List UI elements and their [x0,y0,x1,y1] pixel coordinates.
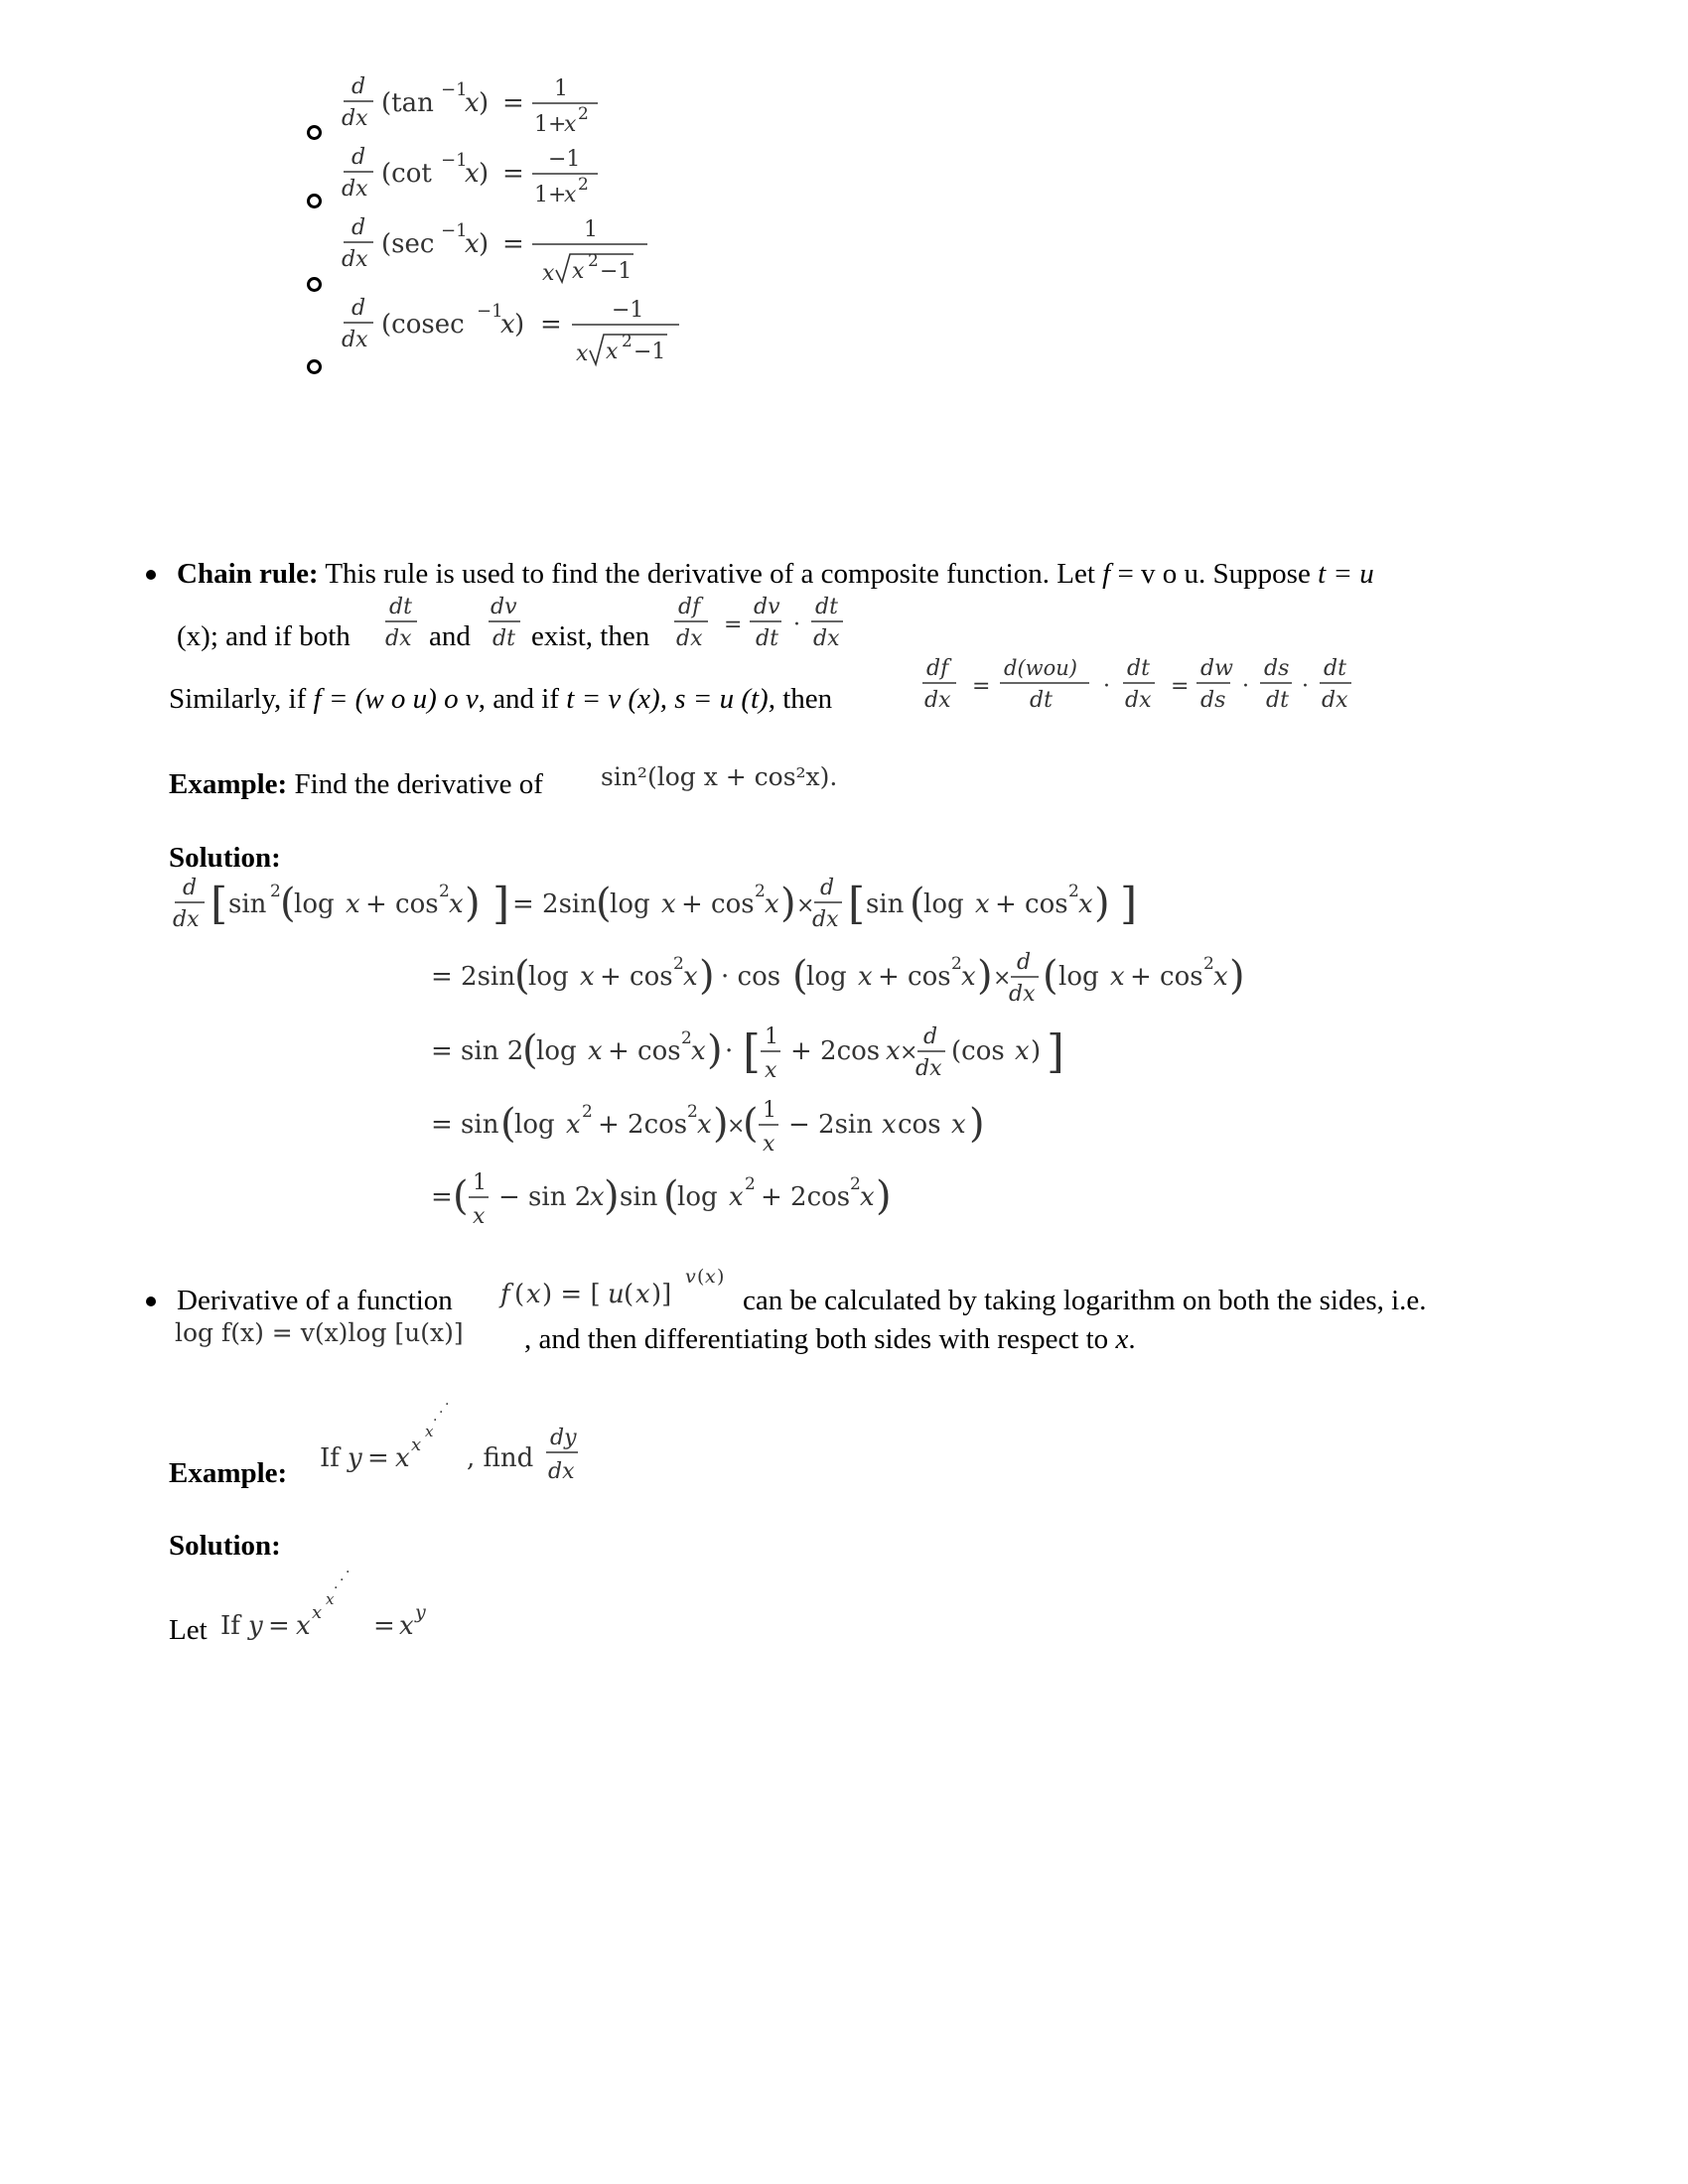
svg-text:+ 2cos: + 2cos [761,1182,851,1212]
svg-text:2: 2 [439,882,450,901]
example2-expr [316,1385,594,1494]
list-bullet-circle [307,125,322,140]
svg-text:(: ( [514,1280,525,1309]
svg-text:(cosec: (cosec [381,310,465,340]
example2-let: Let [169,1614,208,1646]
svg-text:= 2sin: = 2sin [512,889,597,919]
example1-text: Find the derivative of [294,768,543,800]
logdiff-text3-span: , and then differentiating both sides with respect to [524,1323,1109,1355]
svg-text:): ) [514,310,525,340]
svg-text:v: v [685,1266,696,1288]
svg-text:]: ] [1047,1024,1064,1078]
svg-text:dx: dx [342,328,368,352]
svg-text:2: 2 [1068,882,1079,901]
svg-text:(: ( [663,1173,679,1219]
svg-text:2: 2 [745,1174,756,1194]
svg-text:(sec: (sec [381,229,435,259]
svg-text:−1: −1 [441,79,468,100]
example2-label: Example: [169,1457,288,1489]
similarly-t: t = v (x), s = u (t), [566,683,775,715]
svg-text:−1: −1 [548,147,581,172]
svg-text:+ cos: + cos [365,889,439,919]
similarly-text: Similarly, if [169,683,307,715]
svg-text:=: = [972,674,991,699]
svg-text:x: x [425,1423,434,1440]
svg-text:1+: 1+ [534,183,567,207]
svg-text:): ) [479,159,490,189]
chain-rule-heading: Chain rule: [177,558,319,590]
svg-text:−1: −1 [633,340,666,364]
svg-text:+ cos: + cos [878,962,951,992]
svg-text:2: 2 [588,251,599,271]
svg-text:x: x [465,159,480,189]
list-bullet-circle [307,359,322,374]
solution1-step2 [427,943,1261,1013]
logdiff-text3 [524,1325,1136,1354]
svg-text:=: = [540,310,562,340]
svg-text:x: x [691,1036,706,1066]
svg-text:): ) [969,1101,985,1147]
svg-text:=: = [1171,674,1190,699]
svg-text:x: x [1078,889,1093,919]
svg-text:)]: )] [651,1280,672,1309]
svg-text:=: = [502,229,524,259]
svg-text:− sin 2: − sin 2 [498,1182,592,1212]
chain-rule-text: This rule is used to find the derivative of a composite function. Let [325,558,1095,590]
svg-text:cos: cos [898,1110,941,1140]
svg-text:log: log [294,889,335,919]
svg-text:dx: dx [924,688,951,713]
svg-text:dx: dx [813,626,840,651]
svg-text:= 2sin: = 2sin [431,962,515,992]
bullet-dot [146,1297,156,1306]
svg-text:2: 2 [582,1102,593,1122]
solution1-label: Solution: [169,842,281,874]
svg-text:y: y [415,1601,426,1623]
svg-text:(: ( [280,881,296,926]
list-bullet-circle [307,194,322,208]
svg-text:=: = [502,88,524,118]
svg-text:2: 2 [578,175,589,195]
svg-text:=: = [373,1611,395,1641]
similarly-f-expr: f = (w o u) o v [313,683,479,715]
svg-text:·: · [1302,674,1309,699]
bullet-dot [146,570,156,580]
formula-cosec-inverse [338,293,695,377]
chain-rule-line3 [169,685,832,714]
chain-rule-line1 [177,560,1374,589]
svg-text:(: ( [697,1266,705,1288]
svg-text:dt: dt [815,595,838,619]
logdiff-period: . [1128,1323,1136,1355]
example1-expr: sin²(log x + cos²x). [601,762,838,791]
svg-text:): ) [604,1173,620,1219]
svg-text:x: x [975,889,990,919]
svg-text:2: 2 [681,1028,692,1048]
svg-text:=: = [367,1443,389,1473]
svg-text:×: × [993,966,1012,991]
svg-text:1: 1 [554,76,568,101]
svg-text:(: ( [743,1101,759,1147]
svg-text:dy: dy [550,1426,577,1450]
logdiff-text1: Derivative of a function [177,1285,453,1316]
svg-text:u: u [608,1280,625,1309]
svg-text:x: x [729,1182,744,1212]
svg-text:x: x [1213,962,1228,992]
svg-text:): ) [717,1266,725,1288]
frac-dt-dx [381,594,421,655]
svg-text:log: log [536,1036,577,1066]
svg-text:2: 2 [755,882,766,901]
frac-dv-dt [485,594,524,655]
svg-text:x: x [572,259,585,284]
svg-text:): ) [479,229,490,259]
svg-text:(cot: (cot [381,159,432,189]
svg-text:(: ( [522,1027,538,1073]
chain-rule-eq: = v o u. Suppose [1117,558,1311,590]
svg-text:): ) [465,881,481,926]
svg-text:x: x [588,1036,603,1066]
svg-text:dx: dx [173,907,200,932]
svg-text:+ cos: + cos [608,1036,681,1066]
svg-text:−1: −1 [441,220,468,241]
svg-text:dx: dx [548,1459,575,1484]
example2-let-expr [216,1561,455,1660]
svg-text:·: · [1242,674,1249,699]
svg-text:dx: dx [812,907,839,932]
svg-text:x: x [296,1611,311,1641]
chain-rule-line2-x: (x); and if both [177,620,351,652]
svg-text:x: x [858,962,873,992]
svg-text:dt: dt [1030,688,1053,713]
svg-text:sin: sin [228,889,267,919]
svg-text:log: log [677,1182,718,1212]
svg-text:·: · [445,1397,450,1413]
svg-text:, find: , find [467,1443,534,1473]
svg-text:ds: ds [1264,656,1290,681]
svg-text:×: × [727,1114,746,1139]
svg-text:sin: sin [866,889,905,919]
svg-text:x: x [526,1280,541,1309]
svg-text:+ 2cos: + 2cos [598,1110,688,1140]
example1-line [169,770,543,799]
svg-text:dx: dx [385,626,412,651]
svg-text:·: · [340,1572,345,1588]
svg-text:dv: dv [491,595,517,619]
svg-text:If: If [320,1443,340,1473]
svg-text:dt: dt [1324,656,1346,681]
svg-text:dt: dt [756,626,778,651]
svg-text:1: 1 [473,1170,487,1195]
svg-text:x: x [395,1443,410,1473]
svg-text:x: x [763,1132,775,1157]
svg-text:x: x [961,962,976,992]
svg-text:x: x [765,889,779,919]
similarly-mid: , and if [478,683,560,715]
svg-text:x: x [705,1266,716,1288]
svg-text:dx: dx [342,247,368,272]
svg-text:log: log [1058,962,1099,992]
svg-text:−1: −1 [441,150,468,171]
svg-text:·: · [439,1405,444,1421]
svg-text:·: · [793,613,800,637]
svg-text:dx: dx [1009,982,1036,1007]
svg-text:·: · [725,1036,734,1066]
svg-text:dt: dt [492,626,515,651]
svg-text:−1: −1 [600,259,633,284]
svg-text:d: d [923,1024,938,1049]
svg-text:x: x [473,1204,486,1229]
svg-text:1: 1 [765,1024,778,1049]
svg-text:f: f [500,1280,510,1309]
svg-text:x: x [951,1110,966,1140]
svg-text:[: [ [848,879,866,929]
svg-text:− 2sin: − 2sin [788,1110,873,1140]
svg-text:y: y [348,1443,362,1473]
svg-text:dt: dt [1266,688,1289,713]
svg-text:log: log [514,1110,555,1140]
svg-text:=: = [724,613,743,637]
svg-text:x: x [882,1110,897,1140]
svg-text:=: = [431,1182,453,1212]
chain-rule-t: t = u [1318,558,1374,590]
svg-text:1+: 1+ [534,112,567,137]
svg-text:+ cos: + cos [600,962,673,992]
svg-text:x: x [661,889,676,919]
svg-text:2: 2 [270,882,281,901]
svg-text:d: d [352,74,366,99]
svg-text:x: x [860,1182,875,1212]
logdiff-expr2: log f(x) = v(x)log [u(x)] [175,1318,464,1347]
svg-text:(: ( [514,953,530,999]
svg-text:log: log [528,962,569,992]
svg-text:x: x [346,889,360,919]
svg-text:(: ( [500,1101,516,1147]
svg-text:·: · [334,1580,339,1596]
similarly-then: then [782,683,833,715]
svg-text:sin: sin [620,1182,658,1212]
svg-text:): ) [876,1173,892,1219]
svg-text:·: · [433,1413,438,1429]
svg-text:dt: dt [389,595,412,619]
svg-text:· cos: · cos [721,962,781,992]
svg-text:df: df [678,595,701,619]
svg-text:·: · [346,1565,351,1580]
svg-text:+ cos: + cos [1130,962,1203,992]
svg-text:): ) [1031,1036,1042,1066]
svg-text:×: × [796,893,815,918]
svg-text:x: x [399,1611,414,1641]
svg-text:]: ] [492,879,510,929]
svg-text:+ cos: + cos [681,889,755,919]
formula-sec-inverse [338,212,655,292]
svg-text:dx: dx [342,177,368,202]
svg-text:dx: dx [676,626,703,651]
svg-text:+ 2cos: + 2cos [790,1036,881,1066]
svg-text:1: 1 [763,1098,776,1123]
svg-text:): ) [479,88,490,118]
formula-tan-inverse [338,71,616,151]
svg-text:(: ( [596,881,612,926]
logdiff-expr1 [496,1259,745,1318]
svg-text:): ) [707,1027,723,1073]
svg-text:x: x [326,1590,335,1608]
solution1-step5 [427,1161,943,1235]
svg-text:dx: dx [1125,688,1152,713]
svg-text:x: x [635,1280,650,1309]
svg-text:×: × [900,1040,918,1065]
formula-cot-inverse [338,142,616,221]
svg-text:log: log [610,889,650,919]
svg-text:): ) [1229,953,1245,999]
svg-text:d: d [352,215,366,240]
svg-text:x: x [606,340,619,364]
svg-text:): ) [713,1101,729,1147]
svg-text:[: [ [743,1024,761,1078]
svg-text:−1: −1 [612,298,644,323]
svg-text:2: 2 [622,332,633,351]
svg-text:2: 2 [578,104,589,124]
svg-text:x: x [564,112,577,137]
svg-text:dv: dv [754,595,780,619]
svg-text:) = [: ) = [ [542,1280,601,1309]
solution2-label: Solution: [169,1530,281,1562]
svg-text:x: x [500,310,515,340]
svg-text:d: d [352,296,366,321]
svg-text:d(wou): d(wou) [1004,656,1077,680]
svg-text:(: ( [910,881,925,926]
svg-text:x: x [564,183,577,207]
svg-text:2: 2 [673,954,684,974]
svg-text:(: ( [792,953,808,999]
logdiff-x: x [1115,1323,1129,1355]
svg-text:(: ( [453,1173,469,1219]
svg-text:=: = [268,1611,290,1641]
svg-text:x: x [886,1036,901,1066]
svg-text:): ) [780,881,796,926]
svg-text:d: d [1017,950,1032,975]
svg-text:dw: dw [1200,656,1233,681]
svg-text:): ) [977,953,993,999]
svg-text:log: log [806,962,847,992]
svg-text:x: x [449,889,464,919]
svg-text:x: x [697,1110,712,1140]
svg-text:d: d [820,876,835,900]
svg-text:(cos: (cos [951,1036,1005,1066]
svg-text:x: x [590,1182,605,1212]
svg-text:log: log [923,889,964,919]
svg-text:d: d [352,145,366,170]
svg-text:y: y [248,1611,263,1641]
svg-text:2: 2 [951,954,962,974]
example1-label: Example: [169,768,288,800]
svg-text:(: ( [624,1280,634,1309]
solution1-step1 [169,867,1142,936]
chain-rule-and: and [429,620,471,652]
svg-text:x: x [765,1058,777,1083]
svg-text:): ) [699,953,715,999]
svg-text:[: [ [211,879,228,929]
chain-rule-formula [670,594,849,655]
list-bullet-circle [307,277,322,292]
svg-text:dt: dt [1127,656,1150,681]
svg-text:If: If [220,1611,240,1641]
svg-text:): ) [1094,881,1110,926]
chain-rule-exist: exist, then [531,620,650,652]
svg-text:x: x [576,341,589,366]
svg-text:= sin: = sin [431,1110,499,1140]
svg-text:x: x [580,962,595,992]
svg-text:x: x [312,1602,323,1623]
svg-text:x: x [465,88,480,118]
chain-rule-extended-formula [918,655,1355,719]
svg-text:2: 2 [850,1174,861,1194]
svg-text:= sin 2: = sin 2 [431,1036,524,1066]
svg-text:]: ] [1120,879,1138,929]
svg-text:df: df [926,656,949,681]
svg-text:x: x [542,261,555,286]
svg-text:x: x [411,1434,422,1455]
svg-text:2: 2 [1203,954,1214,974]
svg-text:(: ( [1043,953,1058,999]
svg-text:x: x [1110,962,1125,992]
svg-text:dx: dx [1322,688,1348,713]
svg-text:(tan: (tan [381,88,434,118]
svg-text:=: = [502,159,524,189]
solution1-step4 [427,1089,1023,1162]
svg-text:d: d [183,876,198,900]
svg-text:x: x [566,1110,581,1140]
chain-rule-f: f [1102,558,1111,590]
logdiff-text2: can be calculated by taking logarithm on both the sides, i.e. [743,1285,1427,1316]
svg-text:x: x [683,962,698,992]
svg-text:·: · [1103,674,1110,699]
svg-text:x: x [465,229,480,259]
svg-text:ds: ds [1200,688,1226,713]
solution1-step3 [427,1016,1082,1089]
svg-text:dx: dx [915,1056,942,1081]
svg-text:dx: dx [342,106,368,131]
svg-text:2: 2 [687,1102,698,1122]
svg-text:1: 1 [584,217,598,242]
svg-text:−1: −1 [477,301,503,322]
svg-text:x: x [1015,1036,1030,1066]
svg-text:+ cos: + cos [995,889,1068,919]
